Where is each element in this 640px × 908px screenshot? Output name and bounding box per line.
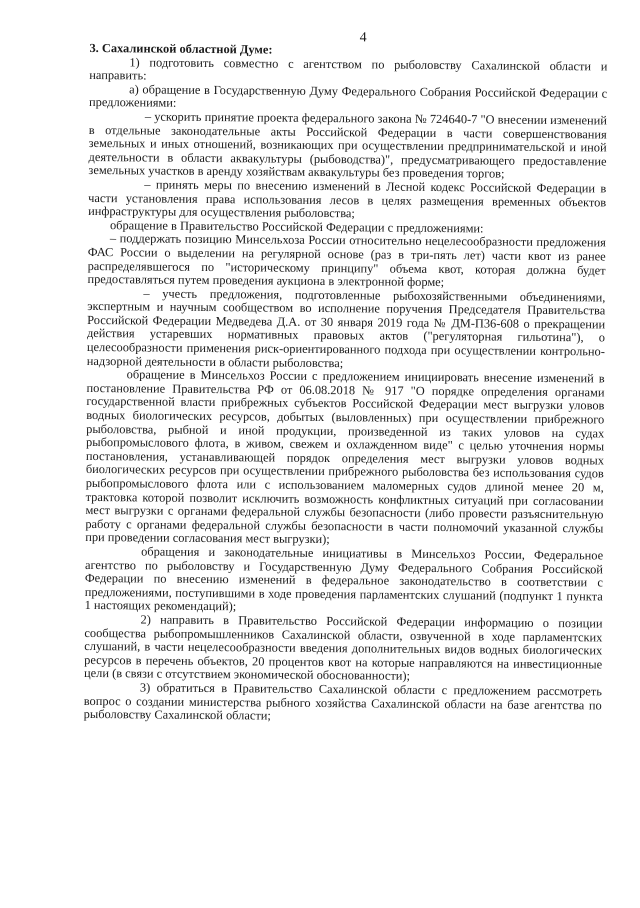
paragraph-list <box>84 56 608 727</box>
section-heading: 3. Сахалинской областной Думе: <box>89 40 273 57</box>
paragraph: обращение в Минсельхоз России с предложением инициировать внесение изменений в постановление Правительства РФ от 06.08.2018 № 917 "О порядке определения органами государственной власти прибрежных субъектов Российской Федерации мест выгрузки уловов водных биологических ресурсов, добытых (выловленных) при осуществлении прибрежного рыболовства, рыбной и иной продукции, произведенной из таких уловов на судах рыбопромыслового флота, в живом, свежем и охлажденном виде" с целью уточнения нормы постановления, устанавливающей порядок определения мест выгрузки уловов водных биологических ресурсов при осуществлении прибрежного рыболовства без использования судов рыбопромыслового флота или с использованием маломерных судов длиной менее 20 м, трактовка которой позволит исключить возможность конфликтных ситуаций при согласовании мест выгрузки с органами федеральной службы безопасности (либо провести разъяснительную работу с органами федеральной службы безопасности в части полномочий указанной службы при проведении согласования мест выгрузки); <box>85 367 605 547</box>
paragraph: обращения и законодательные инициативы в Минсельхоз России, Федеральное агентство по рыболовству и Государственную Думу Федерального Собрания Российской Федерации по внесению изменений в федеральное законодательство в соответствии с предложениями, поступившими в ходе проведения парламентских слушаний (подпункт 1 пункта 1 настоящих рекомендаций); <box>84 544 604 614</box>
paragraph: а) обращение в Государственную Думу Федерального Собрания Российской Федерации с предложениями: <box>88 82 608 111</box>
paragraph: 1) подготовить совместно с агентством по рыболовству Сахалинской области и направить: <box>89 54 608 83</box>
document-body <box>84 42 608 726</box>
paragraph: – поддержать позицию Минсельхоза России относительно нецелесообразности предложения ФАС России о выделении на регулярной основе (раз в три-пять лет) части квот из ранее распределявшегося по "историческому принципу" объема квот, которая должна будет предоставляться путем проведения аукциона в электронной форме; <box>87 231 606 290</box>
paragraph: – учесть предложения, подготовленные рыбохозяйственными объединениями, экспертным и научным сообществом во исполнение поручения Председателя Правительства Российской Федерации Медведева Д.А. от 30 января 2019 года № ДМ-П36-608 о прекращении действия устаревших нормативных правовых актов ("регуляторная гильотина"), о целесообразности применения риск-ориентированного подхода при осуществлении контрольно-надзорной деятельности в области рыболовства; <box>86 286 606 370</box>
page-number: 4 <box>359 30 367 46</box>
paragraph: обращение в Правительство Российской Федерации с предложениями: <box>109 217 484 236</box>
paragraph: – ускорить принятие проекта федерального закона № 724640-7 "О внесении изменений в отдельные законодательные акты Российской Федерации в части совершенствования земельных и иных отношений, возникающих при осуществлении предпринимательской и иной деятельности в области аквакультуры (рыбоводства)", предусматривающего предоставление земельных участков в аренду хозяйствам аквакультуры без проведения торгов; <box>88 109 607 181</box>
paragraph: 3) обратиться в Правительство Сахалинской области с предложением рассмотреть вопрос о создании министерства рыбного хозяйства Сахалинской области на базе агентства по рыболовству Сахалинской области; <box>83 680 602 723</box>
paragraph: – принять меры по внесению изменений в Лесной кодекс Российской Федерации в части установления права использования лесов в целях размещения временных объектов инфраструктуры для осуществления рыболовства; <box>88 177 607 221</box>
paragraph: 2) направить в Правительство Российской Федерации информацию о позиции сообщества рыбопромышленников Сахалинской области, озвученной в ходе парламентских слушаний, в части нецелесообразности введения дополнительных видов водных биологических ресурсов в перечень объектов, 20 процентов квот на которые направляются на инвестиционные цели (в связи с отсутствием экономической обоснованности); <box>84 612 603 684</box>
